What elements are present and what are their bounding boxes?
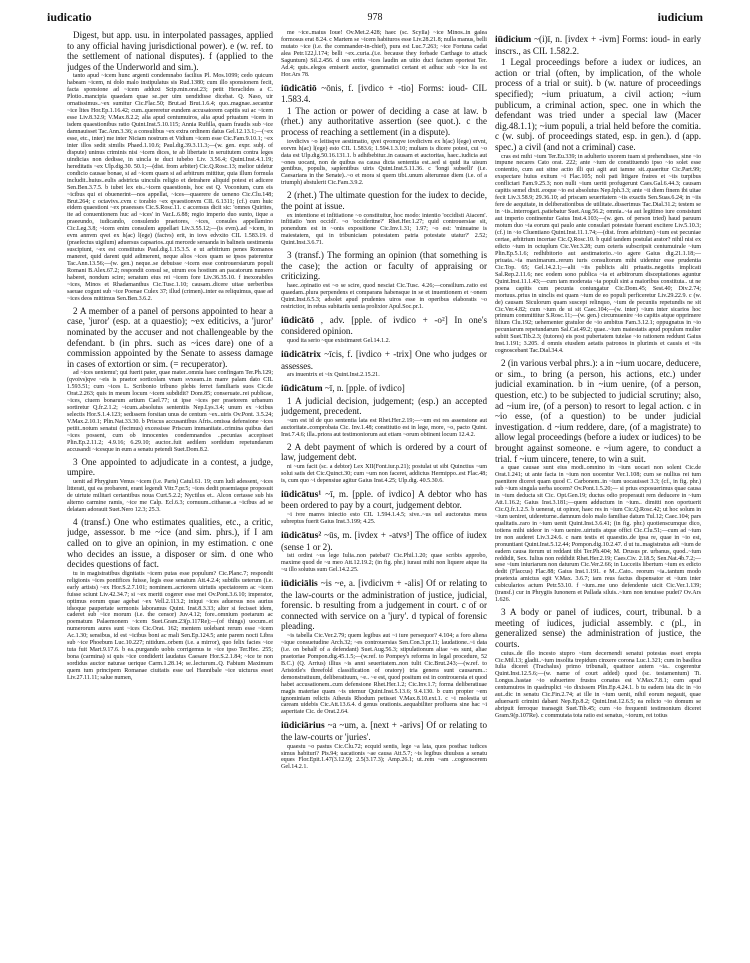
sense-definition: 4 (transf.) One who estimates qualities, etc., a critic, judge, assessor. b me ~ice (and sim. phrs.), if I am called on to give an opinion, in my estimation. c one who decides an issue, a disposer or sim. d one who decides questions of fact. (67, 516, 273, 570)
entry-etymology: ~is ~e, a. [ivdicivm + -alis] Of or relating to the law-courts or the administration of justice, judicial, forensic. b resulting from a judgement in court. c of or connected with service on a 'jury'. d typical of forensic pleading. (281, 577, 487, 632)
entry-lemma: iūdicium (495, 34, 532, 45)
citation-block: uenit ad Phrygium Venus ~icem (i.e. Paris) Catul.61. 19; cum ludi adessent, ~ices litterati, qui ea probarent, erant legendi Vitr.7.pr.5; ~ices dedit praemiaque proposuit de uirtute militari certantibus noua Curt.5.2.2; Nyctilus et.. Alcon certasse sub his alterno carmine ramis, ~ice me Calp. Ecl.6.3; cornuum..citharae..a ~icibus ad se delatam adorauit Suet.Nero 12.3; 25.3. (67, 479, 273, 513)
citation-block: quaestu ~o pastus Cic.Clu.72; ecquid sentis, lege ~a lata, quos posthac iudices simus habituri? Pis.94; uacationis ~ae causa Att.5.7; ~is legibus diuulsus a senatu eques Flor.Epit.1.47(3.12.9); 2.5(3.17.3); Amp.26.1; ut..rem ~am ..cognoscerem Gel.14.2.1. (281, 743, 487, 771)
entry-lemma: iūdicātō (281, 314, 315, 326)
dictionary-entry-head (281, 578, 487, 632)
entry-etymology: ~a ~um, a. [next + -arivs] Of or relating to the law-courts or 'juries'. (281, 720, 487, 742)
dictionary-entry-head (281, 315, 487, 337)
left-running-headword: iudicatio (47, 10, 92, 24)
dictionary-entry-head (495, 34, 701, 56)
entry-lemma: iūdiciālis (281, 577, 318, 589)
column-middle (281, 30, 487, 774)
citation-block: ~um est id de quo sententia lata est Rhet.Her.2.19;—~um est res assensione aut auctoritate..comprobata Cic. Inv.1.48; constitutio est in lege, more, ~o, pacto Quint. Inst.7.4.6; illa..priora aut testimoniorum aut etiam ~orum obtinent locum 12.4.2. (281, 417, 487, 438)
citation-block: ni ~um facit (sc. a debtor) Lex XII(Font.iur.p.21); postulat ut sibi Quinctius ~um solui satis det Cic.Quinct.30; cum ~um non faceret, addictus Hermippo..est Flac.48; is, cum quo ~i depensiue agitur Gaius Inst.4.25; Ulp.dig. 40.5.30.6. (281, 463, 487, 484)
entry-lemma: iūdicātus¹ (281, 488, 322, 500)
citation-block: tanto apud ~icem hunc argenti condemnabo facilius Pl. Mos.1099; cedo quicum habeam ~icem, ni dolo malo instipulatus sis Rud.1380; cum illo sponsionem fecit, facta sponsione ad ~icem adduxi Scip.min.orat.23; petit Heraclides a C. Plotio..mancipia quaedam quae se..per uim uendidisse dicebat. Q. Naso, uir ornatissimus..~ex sumitur Cic.Flac.50; Brut.ad Brut.1.6.4; quo..magnae..secantur ~ice lites Hor.Ep.1.16.42; cum..quereretur eundem accusatorem capitis sui ac ~icem esse Liv.8.32.9; V.Max.8.2.2; alia apud centumuiros, alia apud priuatum ~icem in isdem quaestionibus ratio Quint.Inst.5.10.115; Annia Rufilla, quam fraudis sub ~ice damnauisset Tac.Ann.3.36; a consulibus ~ex extra ordinem datus Gel.12.13.1;—(~ex esse, etc., inter) me inter Niciam nostrum et Vidium ~icem esse Cic.Fam.9.10.1; ~ex inter illos sedit similis Phaed.1.10.6; Paul.dig.39.3.11.3;—(w. gen. expr. subj. of dispute) uninus criminis nisi ~icem dices, te ab libertate in seruitutem contra leges uindicias non dedisse, in uincla te duci iubebo Liv. 3.56.4; Quint.Inst.4.1.19; hereditatis ~ex Ulp.dig.30. 50.1;—(dist. from arbiter) Cic.Q.Rosc.13; melior uidetur condicio causae bonae, si ad ~icem quam si ad arbitrum mittitur, quia illum formula includit..huius..eulis adstricta uinculis religio et detrahere aliquid potest et adicere Sen.Ben.3.7.5. b iubet lex eis..~icem quaestionis, hoc est Q. Voconium, cum eis ~icibus qui ei obuenerint—nos appellat, ~ices—quaerere de ueneno Cic.Clu.148; Brut.264; c octavivs..cvm c torabio ~ex qvaestionvm CIL 6.1311; (cf.) cum huic eidem quaestioni ~ex praeesses Cic.S.Rosc.11. c accensus dicit sic: 'omnes Quirites, ite ad conuentionem huc ad ~ices' in Var.L.6.88; regio imperio duo sunto, iique a praeeundo, iudicando, consulendo praetores, ~ices, consules appellamino Cic.Leg.3.8; ~icem enim consulem appellari Liv.3.55.12;—(is evm)..ad ~icem, in evm annvm qvei ex h(ac) l(ege) (factvs) erit, in iovs edvxito CIL 1.583.19. d (praefectus uigilum) aduersus capsarios..qui mercede seruanda in balineis uestimenta suscipiunt, ~ex est constitutus Paul.dig.1.15.3.5. e ut arbitrium penes Romanos maneret, quid darent quid adimerent, neque alios ~ices quam se ipsos paterentur Tac.Ann.13.56;—(w. gen.) neque..se debuisse ~icem esse controuersiarum populi Romani B.Alex.67.2; respondit consul se, utrum eos hostium an pacatorum numero haberet, nondum scire; senatum eius rei ~icem fore Liv.36.35.10. f inexorabiles ~ices, Minos et Rhadamanthus Cic.Tusc.1.10; causam..dicere uitae uerberibus saeuae cogunt sub ~ice Poenae Culex 37; illud (crimen)..inter ea reliquimus, quae ad ~ices deos mittimus Sen.Ben.3.6.2. (67, 73, 273, 302)
entry-lemma: iūdicātum (281, 383, 323, 395)
page-number: 978 (367, 12, 383, 23)
citation-block: cuius..de illo incesto stupro ~ium decernendi senatui potestas esset erepta Cic.Mil.13; gladii..~ium insolita trepidum cinxere corona Luc.1.321; cum in basilica Iulia diceret (Trachalus) primo tribunali, quattuor autem ~ia.. cogerentur Quint.Inst.12.5.6;—(w. name of court added) quod (sc. testamentum) Ti. Longus..hastae ~io subuertere frustra conatus est V.Max.7.8.1; cum apud centumuiros in quadruplici ~io dixissem Plin.Ep.4.24.1. b tu eadem ista dic in ~io aut..dic in senatu Cic.Fin.2.74; at ille in ~ium uenit, nihil eorum negauit, quae aduersarii crimini dabant Nep.Ep.8.2; Quint.Inst.12.6.5; ea relicto ~io domum se abripuit ferroque transegit Suet.Tib.45; cum ~io frequenti testimonium diceret Gram.9(p.107Re). c commutata tota ratio est senatus, ~iorum, rei totius (495, 650, 701, 720)
entry-etymology: ~ūs, m. [ivdex + -atvs³] The office of iudex (sense 1 or 2). (281, 529, 487, 552)
citation-block: iovdicivs ~o leitisqve aestimatio, qvei qvomqve iovdicivm ex h(ac) l(ege) ervnt, eorvm h(ac) l(ege) esto CIL 1.583.6; 1.594.1.3.10; multam is dicere potest, cui ~o data est Ulp.dig.50.16.131.1. b adhibebitur..in causam et auctoritas, haec..iudicia aut ~ones uocant, non de quibus ea causa dicta sententia est..sed si quid ita uisum gentibus, populis, sapientibus uiris Quint.Inst.5.11.36. c 'longi subselli' (i.e. Caesarians in the Senate)..~o et mora si quem tibi..unum alterumue diem (i.e. of a triumph) abstulerit Cic.Fam.3.9.2. (281, 138, 487, 187)
citation-block: ~is tabella Cic.Ver.2.79; quem legibus aut ~i iure persequor? 4.104; a foro aliena ~ique consuetudine Arch.32; ~es controuersias Sen.Con.3.pr.11; laudatione..~i data (i.e. on behalf of a defendant) Suet.Aug.56.3; stipulationum aliae ~es sunt, aliae praetoriae Pompon.dig.45.1.5;—(w.ref. to Pompey's reforms in legal procedure, 52 B.C.) (Q. Arrius) illius ~is anni seueritatem..non tulit Cic.Brut.243;—(w.ref. to Aristotle's threefold classification of oratory) tria genera sunt causarum..: demonstratiuum, deliberatiuum, ~e.. ~e est, quod positum est in controuersia et quod habet accusationem..cum defensione Rhet.Her.1.2; Cic.Inv.1.7; forma deliberatiuae magis materiae quam ~is utemur Quint.Inst.5.13.6; 9.4.130. b cum propter ~em ignominiam relictis Atheuis Rhodum petisset V.Max.8.10.ext.1. c ~i molestia ut caream uidebis Cic.Att.13.6.4. d genus orationis..aequabiliter profluens sine hac ~i asperitate Cic. de Orat.2.64. (281, 632, 487, 716)
page-header (0, 0, 750, 26)
dictionary-entry-head (281, 720, 487, 742)
entry-etymology: ~īcis, f. [ivdico + -trix] One who judges or assesses. (281, 349, 487, 371)
entry-lemma: iūdicātiō (281, 82, 317, 94)
column-left (67, 30, 273, 774)
dictionary-entry-head (281, 383, 487, 395)
citation-block: tu in magistratibus dignitatis ~icem putas esse populum? Cic.Planc.7; respondit religionis ~ices pontifices fuisse, legis esse senatum Att.4.2.4; subtilis ueterum (i.e. early artists) ~ex Hor.S.2.7.101; nominem..acriorem uirtutis spectatorem ac ~icem fuisse sciunt Liv.42.34.7; si ~ex meriti cogerer esse mei Ov.Pont.3.6.10; imperator, optimus eorum quae agebat ~ex Vell.2.113.2; iniqui ~ices aduersus nos aurius idsoque paupertate sermonis laboramus Quint. Inst.8.3.33; alter si fecisset idem, caderet sub ~ice morum (i.e. the censor) Juv.4.12; fore..omnium poetarum ac poematum Palaemonem ~icem Suet.Gram.23(p.117Re);—(of things) uocum..et numerorum aures sunt ~ices Cic.Orat. 162; mentem uolebant rerum esse ~icem Ac.1.30; sensibus, id est ~icibus boni ac mali Sen.Ep.124.5; ante parem nocti Libra sub ~ice Phoebum Luc.10.227; nitidum..orbem (i.e. a mirror), quo felix facies ~ice tuta fuit Mart.9.17.6. b ea..purgando uobis corrigemus te ~ice ipso Ter.Hec. 255; bona (carmina) si quis ~ice condiderit laudatus Caesare Hor.S.2.1.84; ~ice te non sordidus auctor naturae uerique Carm.1.28.14; se..lecturum..Q. Fabium Maximum quem tum principem Romanae ciuitatis esse uel Hannibale ~ice uicturus esset Liv.27.11.11; salue numen, (67, 570, 273, 682)
citation-block: me ~ice..maius Ioue! Ov.Met.2.428; haec (sc. Scylla) ~ice Minos..in galea formosus erat 8.24. c Martem se ~icem habituros esse Liv.28.21.8; nulla manus, belli mutato ~ice (i.e. the commander-in-chief), pura est Luc.7.263; ~ice Fortuna cadat alea Petr.122,l.174; belli ~ex..curia..(i.e. because they forbade Carthage to attack Saguntum) Sil.2.456. d uos eritis ~ices laudin an uitio duci factum oporteat Ter. Ad.4; quis..elegos emiserit auctor, grammatici certant et adhuc sub ~ice lis est Hor.Ars 78. (281, 30, 487, 78)
sense-definition: 1 The action or power of deciding a case at law. b (rhet.) any authoritative assertion (see quot.). c the process of reaching a settlement (in a dispute). (281, 105, 487, 138)
citation-block: cras est mihi ~ium Ter.Eu.339; in adulterio uxorem tuam si prehendisses, sine ~io impune necares Cato orat. 222; ante ~ium de constituendo ipso ~io solet esse contentio, cum aut sitne actio illi qui agit aut iamne sit..quaeritur Cic.Part.99; exspectare huius exitum ~i Flac.105; noli pati litigare fratres et ~iis turpibus conflictari Fam.9.25.3; non nulli ~ium ueriti profugerunt Caes.Gal.6.44.3; causam capitis semel dixit..eoque ~io est absolutus Nep.Iph.3.3; ante ~ii diem finem ibi uitae fecit Liv.3.58.9; 29.36.10; ad priscam seueritatem ~iis exactis Sen.Suas.6.24; in ~iis fere de aequitate, in deliberationibus de utilitate..disserimus Tac.Dial.31.2; testem se in ~iis..interrogari..patiebatur Suet.Aug.56.2; omnia..~ia aut legitimo iure consistunt aut imperio continentur Gaius Inst.4.103;—(w. gen. of person tried) haud paruum motum duo ~ia eorum qui paulo ante consulari potestate fuerant excitere Liv.5.10.3; (cf.) in ~io Cluentiano Quint.Inst.11.1.74;—(dist. from arbitrium) ~ium est pecuniae certae, arbitrium incertae Cic.Q.Rosc.10. b quid tandem postulat arator? nihil nisi ex edicto ~ium in octuplum Cic.Ver.3.28; cum ceteris subscripsit centumuirale ~ium Plin.Ep.5.1.6; redhibitorio aut aestimatorio..~io agere Gaius dig.21.1.18;—priuata..~ia maximarum..rerum iuris consultorum mihi uidentur esse prudentia Cic.Top. 65; Gel.14.2.1;—alii ~iis publicis alii priuatis..negotiis implicati Sal.Rep.2.11.6; nec eodem sono publica ~ia et arbitrorum disceptationes aguntur Quint.Inst.11.1.43;—cum tam moderata ~ia populi sint a maioribus constituta.. ut ne poena capitis cum pecunia coniungatur Cic.Dom.45; Sest.40; Div.2.74; mortuus..prius in uinclis est quam ~ium de eo populi perficeretur Liv.29.22.9. c (w. de) causam Siculorum quam suscepi relinquo, ~ium de pecuniis repetundis ne sit Cic.Ver.4.82; cum ~ium de ui sit Caec.104;—(w. inter) ~ium inter sicarios hoc primum committitur S.Rosc.11;—(w. gen.) circumuenire ~io capitis atque opprimere filium Clu.192; uehementer gratulor de ~io ambitus Fam.3.12.1; oppugnatus in ~io pecuniarum repetundarum Sal.Cat.49.2; quae..~ium maiestatis apud populum mulier subiit Suet.Tib.2.3; (tutores) eis post pubertatem tutelae ~io rationem reddunt Gaius Inst.1.191; 3.205. d omnis eiusdem aetatis patronos in plurimis et causis et ~iis cognoscebant Tac.Dial.34.4. (495, 153, 701, 355)
citation-block: ~i ivre manvs iniectio esto CIL 1.594.1.4.5; sive..~us uel auctoratus meus subreptus fuerit Gaius Inst.3.199; 4.25. (281, 512, 487, 525)
dictionary-entry-head (281, 489, 487, 511)
column-right (495, 30, 701, 774)
sense-definition: 1 A judicial decision, judgement; (esp.) an accepted judgement, precedent. (281, 395, 487, 417)
citation-block: a quae causae sunt eius modi..omnino in ~ium uocari non solent Cic.de Orat.1.241; ut ante facta in ~ium non uocentur Ver.1.108; cum se nullius rei tum paenitere diceret quam quod C. Carbonem..in ~ium uocauisset 3.3; (cf., in fig. phr.) sub ~ium singula uerba uocem? Ov.Pont.1.5.20;— si prius exposuerimus quae causa in ~ium deducta sit Cic. Opt.Gen.19; ductus odio properauit rem deducere in ~ium Att.1.16.2; Gaius Inst.3.181;—quem adductum in ~ium.. dimitti non oportuerit Cic.Q.fr.1.2.5. b uenerat, ut opinor, haec res in ~ium Cic.Q.Rosc.42; ut hoc solum in ~ium ueniret, uidereturne..damnum dolo malo familiae datum Tul.12; Caec.104; pars qualitatis..raro in ~ium uenit Quint.Inst.3.6.41; (in fig. phr.) quotienscumque dico, totiens mihi uideor in ~ium uenire..uirtutis atque offici Cic.Clu.51;—cum ad ~ium ire non auderet Liv.3.24.6. c nam testis et quaestio..de ipsa re, quae in ~io est, pronuntiant Quint.Inst.5.12.44; Pompon.dig.10.2.47. d ut tu..magistratus adi ~ium de eadem causa iterum ut reddant tibi Ter.Ph.404; M. Drusus pr. urbanus, quod..~ium reddidit, Sex. Iulius non reddidit Rhet.Her.2.19; Caes.Civ. 2.18.5; Sen.Nat.4b.7.2;—sese ~ium iniuriarum non daturum Cic.Ver.2.66; in Lucceiis libertum ~ium ex edicto dedit (Flaccus) Flac.88; Gaius Inst.1.191. e M...Cato.. reorum ~ia..tantum modo praetexta amictus egit V.Max. 3.6.7; iam reus factus dispensator et ~ium inter cubicularios actum Petr.53.10. f ~ium..me uno defendente uicit Cic.Ver.1.139; (transf.) cur in Phrygiis Iunonem et Pallada siluis..~ium non tenuisse pudet? Ov.Ars 1.626. (495, 465, 701, 604)
entry-lemma: iūdicātus² (281, 529, 322, 541)
citation-block: isti ordini ~us lege Iulia..non patebat? Cic.Phil.1.20; quae scribis approbo, maxime quod de ~u meo Att.12.19.2; (in fig. phr.) iuraui mihi non liquere atque ita ~u illo solutus sum Gel.14.2.25. (281, 553, 487, 574)
entry-etymology: ~(i)ī, n. [ivdex + -ivm] Forms: ioud- in early inscrs., as CIL 1.582.2. (495, 34, 701, 56)
sense-definition: 3 A body or panel of iudices, court, tribunal. b a meeting of iudices, judicial assembly. c (pl., in generalized sense) the administration of justice, the courts. (495, 607, 701, 649)
sense-definition: 3 One appointed to adjudicate in a contest, a judge, umpire. (67, 456, 273, 478)
sense-definition: 3 (transf.) The forming an opinion (that something is the case); the action or faculty of appraising or criticizing. (281, 250, 487, 282)
entry-lemma: iūdiciārius (281, 720, 325, 732)
sense-definition: 2 (rhet.) The ultimate question for the iudex to decide, the point at issue. (281, 190, 487, 211)
citation-block: ex intentione et infitiatione ~o constituitur, hoc modo: intentio 'occidisti Aiacem'. infitiatio 'non occidi'. ~o 'occideritne?' Rhet.Her.1.27; quid controuersiae sit, ponendum est in ~onis expositione Cic.Inv.1.31; 1.97; ~o est: 'minuatne is maiestatem, qui in tribuniciam potestatem patria potestate utatur?' 2.52; Quint.Inst.3.6.71. (281, 212, 487, 247)
dictionary-columns (67, 30, 703, 774)
citation-block: ad ~ices ueniemu'; qui fuerit pater, quae mater..omnia haec confingam Ter.Ph.129; (qvoivs)qve ~eis is praetor sorticolam vnam svxeam..in manv palam dato CIL 1.593.51; cum ~ices L. Scribonio tribuno plebis ferret familiaris suos Cic.de Orat.2.263; quis in meum locum ~icem subdidit? Dom.85; conseruate..rei publicae, ~ices, ciuem bonarum artium Cael.77; ut ipse ~ices per praetorem urbanum sortiretur Q.fr.2.1.2; ~icum..absolutus sententiis Nep.Lys.3.4; unum ex ~icibus selectis Hor.S.1.4.123; sedissem forsitan unus de centum ~ex..uiris Ov.Pont. 3.5.24; V.Max.2.10.1; Plin.Nat.33.30. b Priscus accusantibus Afris..omissa defensione ~ices petiit..notum senatui (fecimus) excessisse Priscum immanitate..crimina quibus dari ~ices possent, cum ob innocentes condemnandos ..pecunias accepisset Plin.Ep.2.11.2; 4.9.16; 6.29.10; auctor..fuit aedilem sordidum repetundarum accusandi ~icesque in eum a senatu petendi Suet.Dom.8.2. (67, 370, 273, 453)
right-running-headword: iudicium (657, 10, 703, 24)
dictionary-entry-head (281, 83, 487, 105)
citation-block: haec..opinatio est ~o se scire, quod nesciat Cic.Tusc. 4.26;—consilium..ratio est quaedam..plura perpendens et comparans habensque in se et inuentionem et ~onem Quint.Inst.6.5.3; adsolet apud prudentes uiros esse in operibus elaboratis ~o restrictior, in rebus subitariis uenia prolixior Apul.Soc.pr.1. (281, 283, 487, 310)
entry-lemma: iūdicātrix (281, 349, 321, 360)
sense-definition: 2 A debt payment of which is ordered by a court of law, judgement debt. (281, 441, 487, 463)
entry-etymology: ~ōnis, f. [ivdico + -tio] Forms: ioud- CIL 1.583.4. (281, 82, 487, 105)
dictionary-entry-head (281, 349, 487, 371)
sense-definition: 2 (in various verbal phrs.): a in ~ium uocare, deducere, or sim., to bring (a person, his actions, etc.) under judicial examination. b in ~ium uenire, (of a person, question, etc.) to be subjected to judicial scrutiny; also, ad ~ium ire, (of a person) to resort to legal action. c in ~io esse, (of a question) to be under judicial investigation. d ~ium reddere, dare, (of a magistrate) to allow legal proceedings (before a iudex or iudices) to be brought against someone. e ~ium agere, to conduct a trial. f ~ium uincere, tenere, to win a suit. (495, 358, 701, 464)
citation-block: quod ita serio ~que existimaret Gel.14.1.2. (287, 338, 391, 345)
citation-block: ars inuentrix et ~ix Quint.Inst.2.15.21. (287, 372, 380, 379)
sense-definition: 1 Legal proceedings before a iudex or iudices, an action or trial (often, by implication, of the whole process of a trial or suit). b (w. nature of proceedings specified); ~ium priuatum, a civil action; ~ium publicum, a criminal action, spec. one in which the defendant was tried under a special law (Macer dig.48.1.1); ~ium populi, a trial held before the comitia. c (w. subj. of proceedings stated, esp. in gen.). d (app. spec.) a civil (and not a criminal) case. (495, 57, 701, 152)
entry-etymology: ~ī, m. [pple. of ivdico] A debtor who has been ordered to pay by a court, judgement debtor. (281, 488, 487, 511)
sense-definition: 2 A member of a panel of persons appointed to hear a case, 'juror' (esp. at a quaestio); ~ex editicivs, a 'juror' nominated by the accuser and not challengeable by the defendant. b (in phrs. such as ~ices dare) one of a commission appointed by the Senate to assess damage in cases of extortion or sim. (= recuperator). (67, 305, 273, 369)
entry-etymology: , adv. [pple. of ivdico + -o²] In one's considered opinion. (281, 314, 487, 337)
dictionary-entry-head (281, 530, 487, 552)
sense-definition: Digest, but app. usu. in interpolated passages, applied to any official having jurisdictional power). e (w. ref. to the settlement of national disputes). f (applied to the judges of the Underworld and sim.). (67, 30, 273, 72)
entry-etymology: ~ī, n. [pple. of ivdico] (324, 383, 405, 394)
